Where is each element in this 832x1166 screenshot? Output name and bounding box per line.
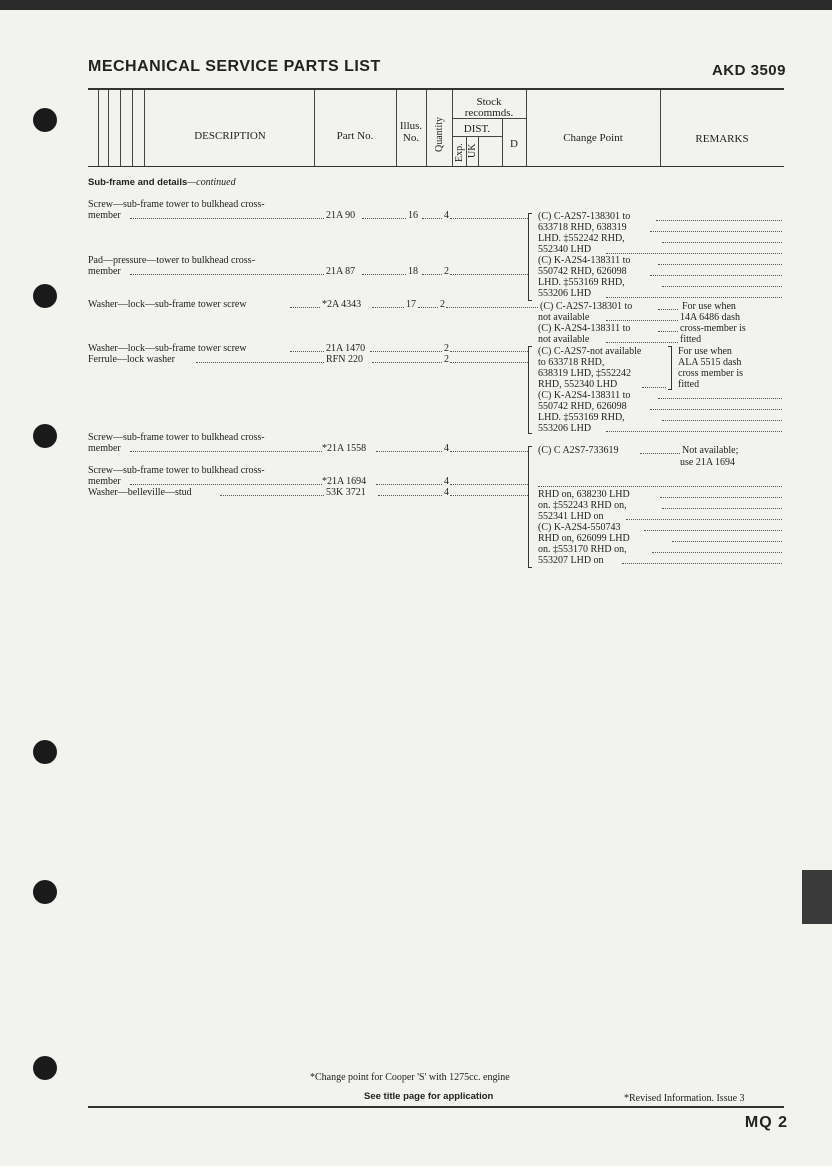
change-point: 553206 LHD: [538, 423, 592, 434]
entry-description-cont: member: [88, 443, 121, 454]
table-header: [88, 90, 784, 167]
entry-description-cont: member: [88, 210, 121, 221]
remark: fitted: [680, 334, 702, 345]
entry-description: Washer—lock—sub-frame tower screw: [88, 343, 247, 354]
col-exp: Exp.: [454, 143, 465, 162]
col-part-no: Part No.: [336, 130, 374, 142]
entry-quantity: 4: [444, 487, 449, 498]
col-d: D: [510, 138, 518, 150]
entry-illus-no: 16: [408, 210, 418, 221]
brace: [668, 346, 672, 390]
change-point: 550742 RHD, 626098: [538, 401, 627, 412]
change-point: 552341 LHD on: [538, 511, 604, 522]
document-code: AKD 3509: [711, 62, 786, 79]
entry-quantity: 2: [440, 299, 445, 310]
change-point: 552340 LHD: [538, 244, 592, 255]
change-point: LHD. ‡552242 RHD,: [538, 233, 625, 244]
remark: use 21A 1694: [680, 457, 735, 468]
page-number: MQ 2: [744, 1114, 788, 1131]
entry-illus-no: 18: [408, 266, 418, 277]
section-heading: Sub-frame and details—continued: [88, 177, 236, 188]
entry-description: Screw—sub-frame tower to bulkhead cross-: [88, 199, 265, 210]
entry-part-no: *21A 1558: [322, 443, 367, 454]
entry-quantity: 4: [444, 476, 449, 487]
change-point: RHD, 552340 LHD: [538, 379, 618, 390]
entry-description-cont: member: [88, 266, 121, 277]
remark: For use when: [678, 346, 732, 357]
remark: cross member is: [678, 368, 743, 379]
change-point: 553207 LHD on: [538, 555, 604, 566]
binder-hole: [33, 284, 57, 308]
entry-quantity: 4: [444, 210, 449, 221]
change-point: (C) C-A2S7-138301 to: [538, 211, 631, 222]
entry-quantity: 2: [444, 266, 449, 277]
entry-description: Screw—sub-frame tower to bulkhead cross-: [88, 465, 265, 476]
change-point: on. ‡553170 RHD on,: [538, 544, 627, 555]
entry-description: Washer—belleville—stud: [88, 487, 192, 498]
change-point: RHD on, 638230 LHD: [538, 489, 630, 500]
col-description: DESCRIPTION: [194, 130, 266, 142]
remark: fitted: [678, 379, 700, 390]
change-point: (C) C-A2S7-not available: [538, 346, 642, 357]
entry-description: Ferrule—lock washer: [88, 354, 175, 365]
application-note: See title page for application: [364, 1091, 494, 1102]
col-change-point: Change Point: [563, 132, 623, 144]
entry-description: Pad—pressure—tower to bulkhead cross-: [88, 255, 255, 266]
change-point: (C) K-A2S4-138311 to: [538, 255, 631, 266]
col-remarks: REMARKS: [695, 133, 749, 145]
col-uk: UK: [467, 143, 478, 158]
binder-hole: [33, 1056, 57, 1080]
change-point: 638319 LHD, ‡552242: [538, 368, 632, 379]
brace: [528, 213, 532, 301]
col-quantity: Quantity: [434, 117, 445, 152]
binder-hole: [33, 108, 57, 132]
change-point: RHD on, 626099 LHD: [538, 533, 630, 544]
entry-quantity: 2: [444, 343, 449, 354]
change-point: to 633718 RHD,: [538, 357, 605, 368]
entry-description: Washer—lock—sub-frame tower screw: [88, 299, 247, 310]
entry-part-no: 21A 90: [326, 210, 356, 221]
change-point: (C) K-A2S4-138311 to: [538, 390, 631, 401]
section-tab: [802, 870, 832, 924]
brace: [528, 346, 532, 434]
entry-part-no: RFN 220: [326, 354, 363, 365]
scan-top-edge: [0, 0, 832, 10]
entry-description: Screw—sub-frame tower to bulkhead cross-: [88, 432, 265, 443]
footnote: *Change point for Cooper 'S' with 1275cc. engine: [310, 1072, 510, 1083]
entry-quantity: 2: [444, 354, 449, 365]
remark: 14A 6486 dash: [680, 312, 740, 323]
col-dist: DIST.: [463, 123, 491, 135]
entry-part-no: *2A 4343: [322, 299, 362, 310]
binder-hole: [33, 880, 57, 904]
col-illus-1: Illus.: [399, 120, 423, 132]
entry-part-no: *21A 1694: [322, 476, 367, 487]
brace: [528, 446, 532, 568]
entry-part-no: 53K 3721: [326, 487, 366, 498]
change-point: (C) K-A2S4-138311 to: [538, 323, 631, 334]
entry-part-no: 21A 87: [326, 266, 356, 277]
page-title: MECHANICAL SERVICE PARTS LIST: [88, 58, 381, 75]
bottom-rule: [88, 1106, 784, 1108]
remark: ALA 5515 dash: [678, 357, 742, 368]
change-point: on. ‡552243 RHD on,: [538, 500, 627, 511]
change-point: 550742 RHD, 626098: [538, 266, 627, 277]
binder-hole: [33, 740, 57, 764]
entry-part-no: 21A 1470: [326, 343, 366, 354]
change-point: not available: [538, 334, 590, 345]
remark: For use when: [682, 301, 736, 312]
change-point: (C) C A2S7-733619: [538, 445, 619, 456]
change-point: LHD. ‡553169 RHD,: [538, 412, 625, 423]
col-illus-2: No.: [402, 132, 420, 144]
change-point: 553206 LHD: [538, 288, 592, 299]
change-point: (C) K-A2S4-550743: [538, 522, 621, 533]
binder-hole: [33, 424, 57, 448]
change-point: not available: [538, 312, 590, 323]
col-stock-2: recommds.: [464, 107, 514, 119]
entry-description-cont: member: [88, 476, 121, 487]
change-point: 633718 RHD, 638319: [538, 222, 627, 233]
entry-quantity: 4: [444, 443, 449, 454]
change-point: LHD. ‡553169 RHD,: [538, 277, 625, 288]
col-stock-1: Stock: [476, 96, 502, 108]
revision-note: *Revised Information. Issue 3: [624, 1093, 745, 1104]
remark: Not available;: [682, 445, 739, 456]
change-point: (C) C-A2S7-138301 to: [540, 301, 633, 312]
remark: cross-member is: [680, 323, 746, 334]
entry-illus-no: 17: [406, 299, 416, 310]
